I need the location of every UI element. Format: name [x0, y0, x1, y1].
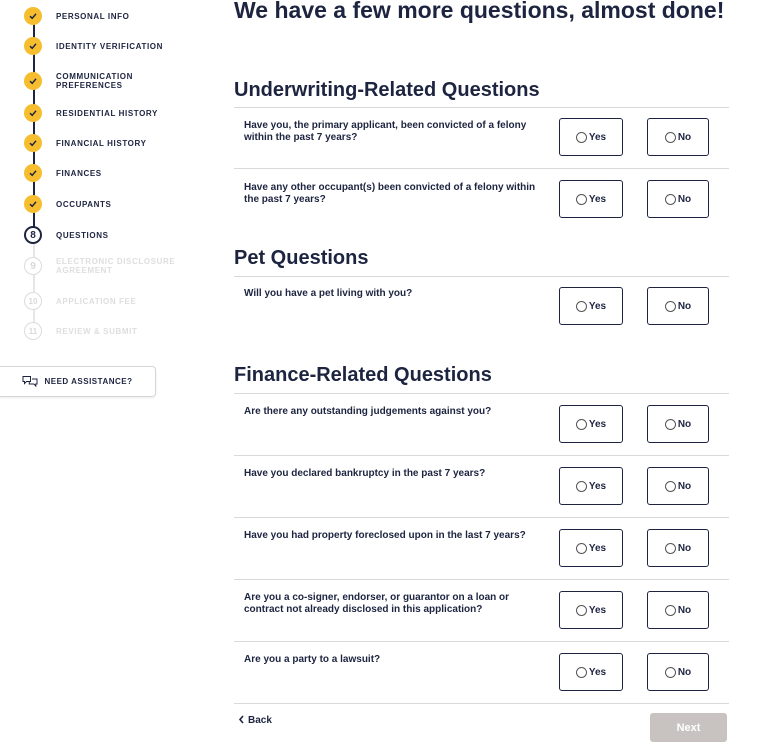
check-icon	[24, 7, 42, 25]
question-1-no-option[interactable]: No	[647, 118, 709, 156]
chat-bubbles-icon	[22, 375, 38, 388]
question-5-yes-option[interactable]: Yes	[559, 467, 623, 505]
step-label: REVIEW & SUBMIT	[56, 326, 138, 336]
back-label: Back	[248, 715, 272, 726]
radio-icon	[665, 543, 676, 554]
step-personal-info[interactable]	[24, 5, 194, 27]
question-text: Are you a party to a lawsuit?	[244, 654, 381, 665]
step-label: FINANCES	[56, 168, 102, 178]
question-text: Have you had property foreclosed upon in the last 7 years?	[244, 530, 526, 541]
back-button[interactable]	[238, 715, 272, 726]
check-icon	[24, 164, 42, 182]
radio-icon	[665, 481, 676, 492]
divider	[234, 455, 729, 456]
question-text: Have you, the primary applicant, been convicted of a felony within the past 7 years?	[244, 120, 527, 143]
divider	[234, 276, 729, 277]
question-8-yes-option[interactable]: Yes	[559, 653, 623, 691]
check-icon	[24, 72, 42, 90]
question-text: Have any other occupant(s) been convicted of a felony within the past 7 years?	[244, 182, 536, 205]
question-4-yes-option[interactable]: Yes	[559, 405, 623, 443]
next-button[interactable]	[650, 713, 727, 742]
question-5-no-option[interactable]: No	[647, 467, 709, 505]
divider	[234, 168, 729, 169]
radio-icon	[665, 132, 676, 143]
question-2-no-option[interactable]: No	[647, 180, 709, 218]
question-2-yes-option[interactable]: Yes	[559, 180, 623, 218]
step-label: QUESTIONS	[56, 230, 109, 240]
radio-icon	[576, 194, 587, 205]
radio-icon	[576, 543, 587, 554]
question-3-no-option[interactable]: No	[647, 287, 709, 325]
step-electronic-disclosure	[24, 255, 194, 277]
radio-icon	[665, 301, 676, 312]
question-6-yes-option[interactable]: Yes	[559, 529, 623, 567]
step-questions[interactable]	[24, 224, 194, 246]
step-communication-preferences[interactable]	[24, 70, 194, 92]
divider	[234, 641, 729, 642]
step-number: 8	[24, 226, 42, 244]
step-label: RESIDENTIAL HISTORY	[56, 108, 158, 118]
step-label: PERSONAL INFO	[56, 11, 130, 21]
check-icon	[24, 134, 42, 152]
step-label: ELECTRONIC DISCLOSURE AGREEMENT	[56, 257, 176, 275]
section-title-finance: Finance-Related Questions	[234, 364, 492, 386]
step-residential-history[interactable]	[24, 102, 194, 124]
check-icon	[24, 195, 42, 213]
step-review-submit	[24, 320, 194, 342]
question-6-no-option[interactable]: No	[647, 529, 709, 567]
question-text: Are you a co-signer, endorser, or guarantor on a loan or contract not already disclosed in this application?	[244, 592, 510, 615]
radio-icon	[576, 301, 587, 312]
step-application-fee	[24, 290, 194, 312]
step-label: FINANCIAL HISTORY	[56, 138, 147, 148]
step-label: COMMUNICATION PREFERENCES	[56, 72, 133, 90]
need-assistance-label: NEED ASSISTANCE?	[44, 377, 133, 386]
radio-icon	[576, 667, 587, 678]
step-identity-verification[interactable]	[24, 35, 194, 57]
check-icon	[24, 104, 42, 122]
next-label: Next	[676, 721, 701, 734]
step-financial-history[interactable]	[24, 132, 194, 154]
question-7-yes-option[interactable]: Yes	[559, 591, 623, 629]
question-8-no-option[interactable]: No	[647, 653, 709, 691]
step-occupants[interactable]	[24, 193, 194, 215]
step-label: OCCUPANTS	[56, 199, 112, 209]
chevron-left-icon	[238, 715, 245, 724]
section-title-underwriting: Underwriting-Related Questions	[234, 79, 540, 101]
radio-icon	[576, 605, 587, 616]
divider	[234, 393, 729, 394]
step-finances[interactable]	[24, 162, 194, 184]
section-title-pet: Pet Questions	[234, 247, 369, 269]
step-label: IDENTITY VERIFICATION	[56, 41, 163, 51]
radio-icon	[576, 132, 587, 143]
question-text: Are there any outstanding judgements against you?	[244, 406, 492, 417]
radio-icon	[665, 605, 676, 616]
step-number: 10	[24, 292, 42, 310]
divider	[234, 107, 729, 108]
radio-icon	[665, 667, 676, 678]
question-7-no-option[interactable]: No	[647, 591, 709, 629]
need-assistance-button[interactable]	[0, 366, 156, 397]
check-icon	[24, 37, 42, 55]
step-number: 9	[24, 257, 42, 275]
question-4-no-option[interactable]: No	[647, 405, 709, 443]
divider	[234, 579, 729, 580]
radio-icon	[576, 419, 587, 430]
question-1-yes-option[interactable]: Yes	[559, 118, 623, 156]
step-label: APPLICATION FEE	[56, 296, 137, 306]
question-text: Have you declared bankruptcy in the past 7 years?	[244, 468, 486, 479]
divider	[234, 703, 729, 704]
question-3-yes-option[interactable]: Yes	[559, 287, 623, 325]
radio-icon	[665, 194, 676, 205]
page-title: We have a few more questions, almost done!	[234, 0, 725, 23]
radio-icon	[576, 481, 587, 492]
radio-icon	[665, 419, 676, 430]
step-number: 11	[24, 322, 42, 340]
question-text: Will you have a pet living with you?	[244, 288, 413, 299]
divider	[234, 517, 729, 518]
